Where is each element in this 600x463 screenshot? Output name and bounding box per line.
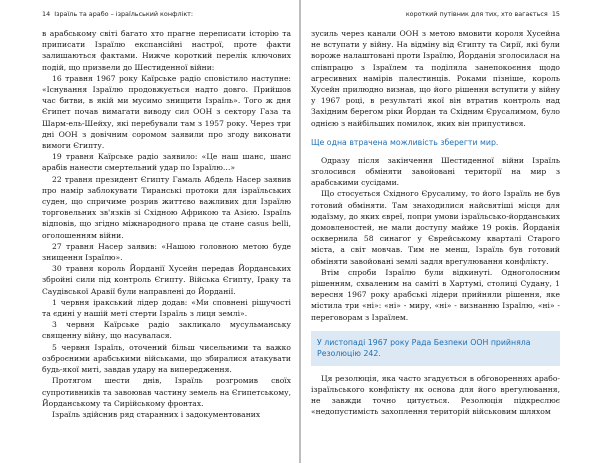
- right-running-head: [406, 10, 560, 18]
- body-paragraph: 3 червня Каїрське радіо закликало мусульманську священну війну, що насувалася.: [42, 320, 291, 341]
- right-running-head-text: короткий путівник для тих, хто вагається: [405, 10, 548, 18]
- left-page-number: 14: [42, 10, 51, 18]
- body-paragraph: Протягом шести днів, Ізраїль розгромив своїх супротивників та завоював частину земель на Єгипетському, Йорданському та Сирійському фронтах.: [42, 376, 291, 408]
- body-paragraph: 5 червня Ізраїль, оточений більш чисельними та важко озброєними арабськими військами, що збиралися атакувати будь-якої миті, завдав удару на випередження.: [42, 342, 291, 375]
- body-paragraph: в арабському світі багато хто прагне переписати історію та приписати Ізраїлю експансійні настрої, проте факти залишаються фактами. Нижче короткий перелік ключових подій, що призвели до Шестиденної війни:: [42, 29, 291, 72]
- body-paragraph: 19 травня Каїрське радіо заявило: «Це наш шанс, шанс арабів нанести смертельний удар по Ізраїлю…»: [42, 152, 291, 173]
- body-paragraph: 27 травня Насер заявив: «Нашою головною метою буде знищення Ізраїлю».: [42, 241, 291, 263]
- body-paragraph: Ізраїль здійснив ряд старанних і задокументованих: [52, 409, 261, 419]
- right-page: [301, 0, 600, 463]
- callout-box: У листопаді 1967 року Рада Безпеки ООН прийняла Резолюцію 242.: [311, 331, 560, 366]
- body-paragraph: 30 травня король Йорданії Хусейн передав Йорданських збройні сили під контроль Єгипту. Війська Єгипту, Іраку та Саудівської Аравії були направлені до Йорданії.: [42, 264, 291, 296]
- body-paragraph: 1 червня іракський лідер додав: «Ми сповнені рішучості та єдині у нашій меті стерти Ізраїль з лиця землі».: [42, 297, 291, 319]
- body-paragraph: 16 травня 1967 року Каїрське радіо сповістило наступне: «Існування Ізраїлю продовжується надто довго. Прийшов час битви, в якій ми мусимо знищити Ізраїль». Того ж дня Єгипет почав вимагати виводу сил ООН з сектору Газа та Шарм-ель-Шейху, які перебували там з 1957 року. Через три дні ООН з довічним соромом заявили про згоду виконати вимоги Єгипту.: [42, 73, 291, 151]
- left-running-head: [42, 10, 193, 18]
- body-paragraph: Втім спроби Ізраїлю були відкинуті. Одноголосним рішенням, схваленим на саміті в Хартумі, столиці Судану, 1 вересня 1967 року арабські лідери прийняли рішення, яке містила три «ні»: «ні» - миру, «ні» - визнанню Ізраїлю, «ні» - переговорам з Ізраїлем.: [311, 267, 560, 322]
- body-paragraph: зусиль через канали ООН з метою вмовити короля Хусейна не вступати у війну. На відміну від Єгипту та Сирії, які були вороже налаштовані проти Ізраїлю, Йорданія зголосилася на співпрацю з Ізраїлем та поділяла занепокоєння щодо агресивних намірів палестинців. Роками пізніше, король Хусейн прилюдно визнав, що його рішення вступити у війну у 1967 році, в результаті якої він втратив контроль над Західним берегом ріки Йордан та Східним Єрусалимом, було однією з найбільших помилок, яких він припустився.: [311, 29, 560, 128]
- body-paragraph: Що стосується Східного Єрусалиму, то його Ізраїль не був готовий обміняти. Там знаходилися найсвятіші місця для юдаїзму, до яких євреї, попри умови ізраїльсько-йорданських домовленостей, не мали доступу майже 19 років. Йорданія осквернила 58 синагог у Єврейському кварталі Старого міста, а світ мовчав. Тим не менш, Ізраїль був готовий обміняти завойовані землі задля врегулювання конфлікту.: [311, 189, 560, 266]
- section-heading: Ще одна втрачена можливість зберегти мир.: [311, 137, 499, 147]
- body-paragraph: 22 травня президент Єгипту Гамаль Абдель Насер заявив про намір заблокувати Тиранські протоки для ізраїльських суден, що спричиме розрив життєво важливих для Ізраїлю торговельних зв'язків зі Східною Африкою та Азією. Ізраїль відповів, що згідно міжнародного права це стане casus belli, оголошенням війни.: [42, 174, 291, 240]
- left-page: [0, 0, 299, 463]
- body-paragraph: Одразу після закінчення Шестиденної війни Ізраїль зголосився обміняти завойовані території на мир з арабськими сусідами.: [311, 155, 560, 188]
- right-page-number: 15: [551, 10, 560, 18]
- left-running-head-text: Ізраїль та арабо – ізраїльський конфлікт:: [54, 10, 194, 18]
- body-paragraph: Ця резолюція, яка часто згадується в обговореннях арабо-ізраїльського конфлікту як основа для його врегулювання, не завжди точно цитується. Резолюція підкреслює «недопустимість захоплення територій військовим шляхом: [311, 373, 560, 417]
